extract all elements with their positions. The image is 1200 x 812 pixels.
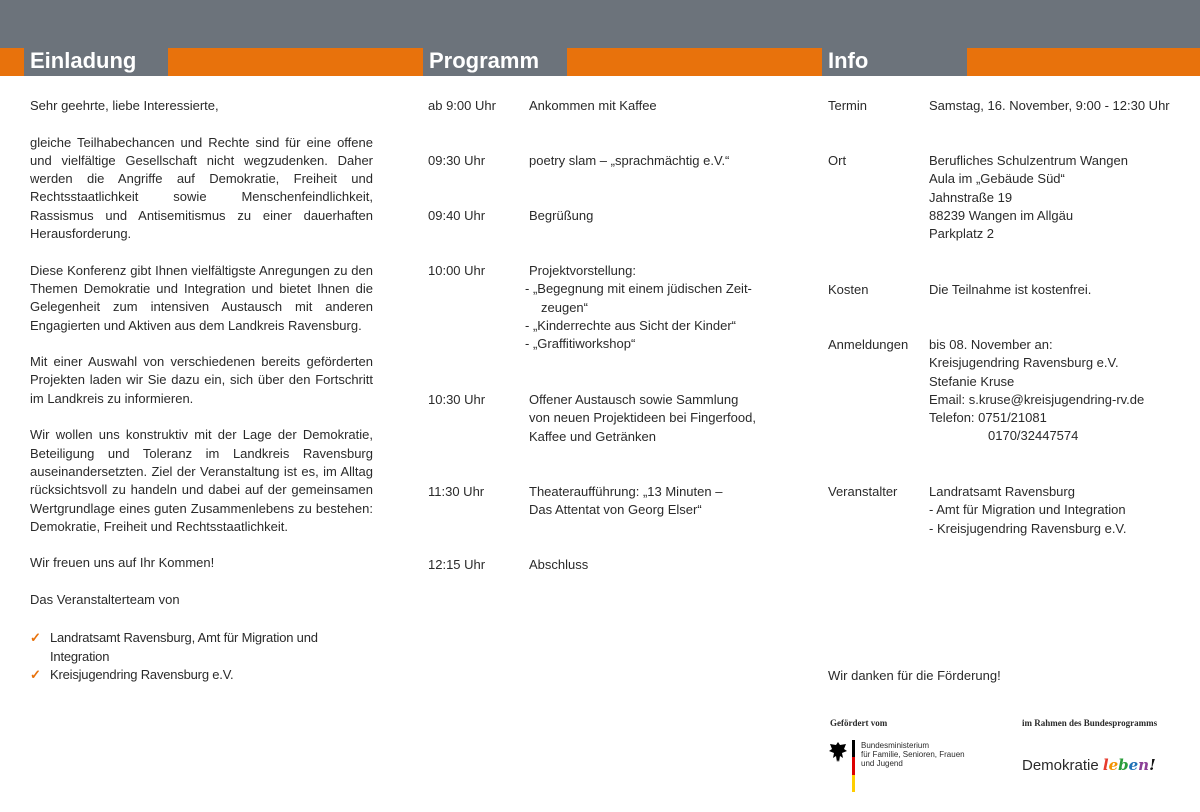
top-band (0, 0, 1200, 48)
program-line: Das Attentat von Georg Elser“ (529, 502, 702, 518)
program-desc (525, 262, 795, 353)
info-label: Anmeldungen (828, 337, 909, 352)
info-line: Berufliches Schulzentrum Wangen (929, 153, 1128, 168)
leben-word (1103, 756, 1156, 774)
program-line: - „Begegnung mit einem jüdischen Zeit- (525, 281, 752, 297)
info-line: Samstag, 16. November, 9:00 - 12:30 Uhr (929, 98, 1170, 113)
paragraph-6: Das Veranstalterteam von (30, 592, 180, 608)
info-line: Telefon: 0751/21081 (929, 410, 1047, 426)
demokratie-word: Demokratie (1022, 757, 1099, 774)
bmfsfj-line: für Familie, Senioren, Frauen (861, 750, 965, 759)
paragraph-2: Diese Konferenz gibt Ihnen vielfältigste Anregungen zu den Themen Demokratie und Integration und bietet Ihnen die Gelegenheit zum intensiven Austausch mit anderen Engagierten und Aktiven aus dem Landkreis Ravensburg. (30, 262, 373, 333)
info-label: Kosten (828, 282, 869, 297)
info-label: Termin (828, 98, 868, 113)
organizer-item (30, 629, 373, 666)
bmfsfj-line: Bundesministerium (861, 741, 930, 750)
program-time: 12:15 Uhr (428, 557, 486, 572)
info-value (929, 336, 1189, 446)
paragraph-1: gleiche Teilhabechancen und Rechte sind für eine offene und vielfältige Gesellschaft nicht wegzudenken. Daher werden die Angriffe auf Demokratie, Freiheit und Rechtsstaatlichkeit sowie Menschenfeindlichkeit, Rassismus und Antisemitismus zu einer dauerhaften Herausforderung. (30, 134, 373, 242)
info-value (929, 483, 1189, 538)
rahmen-label: im Rahmen des Bundesprogramms (1022, 718, 1158, 728)
info-label: Ort (828, 153, 847, 168)
organizer-label: Landratsamt Ravensburg, Amt für Migration und Integration (50, 630, 318, 664)
leben-letter: l (1102, 756, 1109, 774)
paragraph-5: Wir freuen uns auf Ihr Kommen! (30, 555, 215, 571)
gefoerdert-label: Gefördert vom (830, 718, 888, 728)
program-desc (529, 97, 799, 115)
info-value (929, 152, 1189, 243)
info-value (929, 97, 1189, 115)
program-line: Projektvorstellung: (529, 263, 636, 278)
program-line: Ankommen mit Kaffee (529, 98, 657, 113)
paragraph-4: Wir wollen uns konstruktiv mit der Lage der Demokratie, Beteiligung und Toleranz im Landkreis Ravensburg auseinandersetzten. Ziel der Veranstaltung ist es, im Alltag rücksichtsvoll zu handeln und dabei auf der gemeinsamen Wertgrundlage eines guten Zusammenlebens zu bestehen: Demokratie, Freiheit und Rechtsstaatlichkeit. (30, 427, 373, 534)
program-desc (529, 207, 799, 225)
leben-letter: b (1118, 756, 1129, 774)
info-value (929, 281, 1189, 299)
flag-stripe-red (852, 757, 855, 774)
demokratie-leben-logo (1022, 756, 1156, 774)
check-icon: ✓ (30, 630, 41, 646)
program-line: Begrüßung (529, 208, 594, 223)
info-line: Die Teilnahme ist kostenfrei. (929, 282, 1092, 297)
program-line: zeugen“ (541, 299, 588, 315)
organizer-item (30, 666, 373, 684)
info-line: Parkplatz 2 (929, 226, 995, 242)
program-line: poetry slam – „sprachmächtig e.V.“ (529, 153, 730, 168)
program-line: Theateraufführung: „13 Minuten – (529, 484, 723, 499)
bmfsfj-text (861, 741, 965, 768)
program-line: - „Kinderrechte aus Sicht der Kinder“ (525, 317, 736, 333)
header-programm: Programm (423, 46, 567, 76)
info-line: 88239 Wangen im Allgäu (929, 207, 1074, 223)
flag-stripe-black (852, 740, 855, 757)
info-line: bis 08. November an: (929, 337, 1053, 352)
info-line: Kreisjugendring Ravensburg e.V. (929, 355, 1119, 371)
programm-column (428, 97, 808, 597)
leben-letter: ! (1149, 756, 1156, 774)
eagle-icon (828, 740, 848, 764)
thanks-text: Wir danken für die Förderung! (828, 668, 1001, 683)
bmfsfj-line: und Jugend (861, 759, 903, 768)
program-line: von neuen Projektideen bei Fingerfood, (529, 410, 756, 426)
program-line: Offener Austausch sowie Sammlung (529, 392, 739, 407)
info-label: Veranstalter (828, 484, 898, 499)
program-line: - „Graffitiworkshop“ (525, 336, 636, 352)
leben-letter: e (1128, 756, 1139, 774)
paragraph-3: Mit einer Auswahl von verschiedenen bereits geförderten Projekten laden wir Sie dazu ein, sich über den Fortschritt im Landkreis zu informieren. (30, 354, 373, 406)
info-line: - Amt für Migration und Integration (929, 502, 1126, 518)
einladung-column (30, 97, 373, 684)
info-line: - Kreisjugendring Ravensburg e.V. (929, 520, 1127, 536)
email-text: Email: s.kruse@kreisjugendring-rv.de (929, 391, 1145, 407)
program-time: 10:30 Uhr (428, 392, 486, 407)
orange-band (0, 48, 1200, 76)
program-line: Kaffee und Getränken (529, 428, 656, 444)
header-einladung: Einladung (24, 46, 168, 76)
program-desc (529, 152, 799, 170)
program-time: 09:30 Uhr (428, 153, 486, 168)
program-time: 11:30 Uhr (428, 484, 485, 499)
leben-letter: e (1108, 756, 1119, 774)
leben-letter: n (1138, 756, 1150, 774)
program-time: 10:00 Uhr (428, 263, 486, 278)
check-icon: ✓ (30, 666, 41, 682)
program-desc (529, 556, 799, 574)
flag-icon (852, 740, 855, 792)
info-line: Landratsamt Ravensburg (929, 484, 1075, 499)
info-line: Aula im „Gebäude Süd“ (929, 171, 1065, 187)
info-line: Jahnstraße 19 (929, 189, 1013, 205)
program-time: ab 9:00 Uhr (428, 98, 496, 113)
info-column (828, 97, 1193, 697)
program-line: Abschluss (529, 557, 589, 572)
info-line: 0170/32447574 (988, 428, 1079, 444)
greeting: Sehr geehrte, liebe Interessierte, (30, 98, 219, 113)
info-line: Stefanie Kruse (929, 373, 1015, 389)
organizer-list (30, 629, 373, 684)
header-info: Info (822, 46, 967, 76)
flag-stripe-gold (852, 775, 855, 792)
program-desc (529, 391, 799, 446)
organizer-label: Kreisjugendring Ravensburg e.V. (50, 666, 234, 682)
program-desc (529, 483, 799, 520)
program-time: 09:40 Uhr (428, 208, 486, 223)
